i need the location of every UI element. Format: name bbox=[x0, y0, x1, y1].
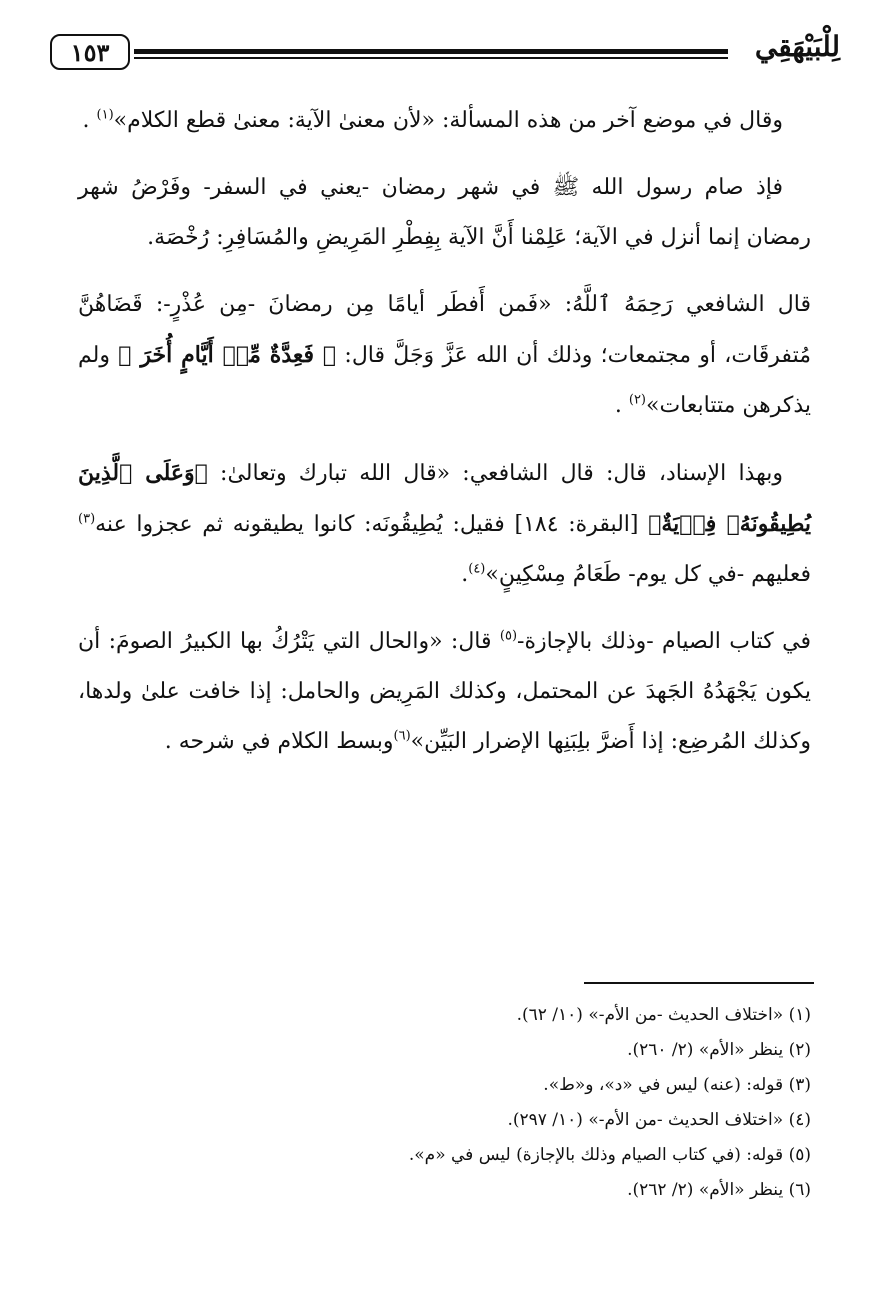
text-run: . bbox=[82, 108, 97, 133]
footnote-2: (٢) ينظر «الأم» (٢/ ٢٦٠). bbox=[627, 1040, 811, 1060]
text-run: وبسط الكلام في شرحه . bbox=[164, 729, 394, 754]
text-run: في كتاب الصيام -وذلك بالإجازة- bbox=[517, 629, 811, 654]
text-run: ولم يذكرهن متتابعات» bbox=[78, 343, 811, 418]
quran-verse: ﴿وَعَلَى ٱلَّذِينَ يُطِيقُونَهُۥ فِدۡيَةٌ﴾ bbox=[78, 460, 812, 537]
footnote-marker: (٣) bbox=[78, 511, 96, 527]
text-run: وقال في موضع آخر من هذه المسألة: «لأن معنىٰ الآية: معنىٰ قطع الكلام» bbox=[113, 108, 783, 133]
text-run: وبهذا الإسناد، قال: قال الشافعي: «قال الله تبارك وتعالىٰ: bbox=[207, 461, 783, 486]
footnote-marker: (١) bbox=[96, 107, 114, 123]
text-run: قال: «والحال التي يَتْرُكُ بها الكبيرُ الصومَ: أن يكون يَجْهَدُهُ الجَهدَ عن المحتمل، وكذلك المَرِيض والحامل: إذا خافت علىٰ ولدها، وكذلك المُرضِع: إذا أَضرَّ بلِبَنِها الإضرار البَيِّن» bbox=[78, 629, 811, 754]
quran-verse: ﴿ فَعِدَّةٌ مِّنۡ أَيَّامٍ أُخَرَ ﴾ bbox=[118, 342, 337, 368]
footnote-marker: (٢) bbox=[628, 392, 646, 408]
footnote-6: (٦) ينظر «الأم» (٢/ ٢٦٢). bbox=[627, 1180, 811, 1200]
text-run: قال الشافعي رَحِمَهُ ٱللَّهُ: «فَمن أَفطَر أيامًا مِن رمضانَ -مِن عُذْرٍ-: قَضَاهُنَّ مُتفرقَات، أو مجتمعات؛ وذلك أن الله عَزَّ وَجَلَّ قال: bbox=[78, 292, 811, 368]
footnote-1: (١) «اختلاف الحديث -من الأم-» (١٠/ ٦٢). bbox=[516, 1005, 811, 1025]
text-run: فإذ صام رسول الله ﷺ في شهر رمضان -يعني في السفر- وفَرْضُ شهر رمضان إنما أنزل في الآية؛ عَلِمْنا أَنَّ الآية بِفِطْرِ المَرِيضِ والمُسَافِرِ: رُخْصَة. bbox=[78, 175, 811, 250]
paragraph-3 bbox=[78, 280, 811, 431]
footnotes bbox=[78, 998, 811, 1208]
footnote-marker: (٥) bbox=[499, 628, 518, 644]
text-run: . bbox=[614, 393, 629, 418]
text-run: . bbox=[461, 562, 469, 587]
text-run: فعليهم -في كل يوم- طَعَامُ مِسْكِينٍ» bbox=[485, 562, 811, 587]
footnote-5: (٥) قوله: (في كتاب الصيام وذلك بالإجازة) ليس في «م». bbox=[408, 1145, 811, 1165]
main-text bbox=[78, 96, 811, 784]
page-number-box: ١٥٣ bbox=[50, 34, 130, 70]
paragraph-2 bbox=[78, 163, 811, 263]
paragraph-5 bbox=[78, 617, 811, 767]
paragraph-1 bbox=[78, 96, 811, 146]
header-rule-thick bbox=[134, 49, 728, 54]
page-header bbox=[50, 30, 840, 76]
footnote-marker: (٤) bbox=[468, 561, 486, 577]
footnote-3: (٣) قوله: (عنه) ليس في «د»، و«ط». bbox=[543, 1075, 811, 1095]
header-rule-thin bbox=[134, 57, 728, 59]
running-title: لِلْبَيْهَقِي bbox=[754, 30, 840, 63]
text-run: [البقرة: ١٨٤] فقيل: يُطِيقُونَه: كانوا يطيقونه ثم عجزوا عنه bbox=[95, 512, 649, 537]
paragraph-4 bbox=[78, 448, 811, 600]
footnote-4: (٤) «اختلاف الحديث -من الأم-» (١٠/ ٢٩٧). bbox=[507, 1110, 811, 1130]
footnote-marker: (٦) bbox=[393, 728, 411, 744]
footnote-divider bbox=[584, 982, 814, 984]
